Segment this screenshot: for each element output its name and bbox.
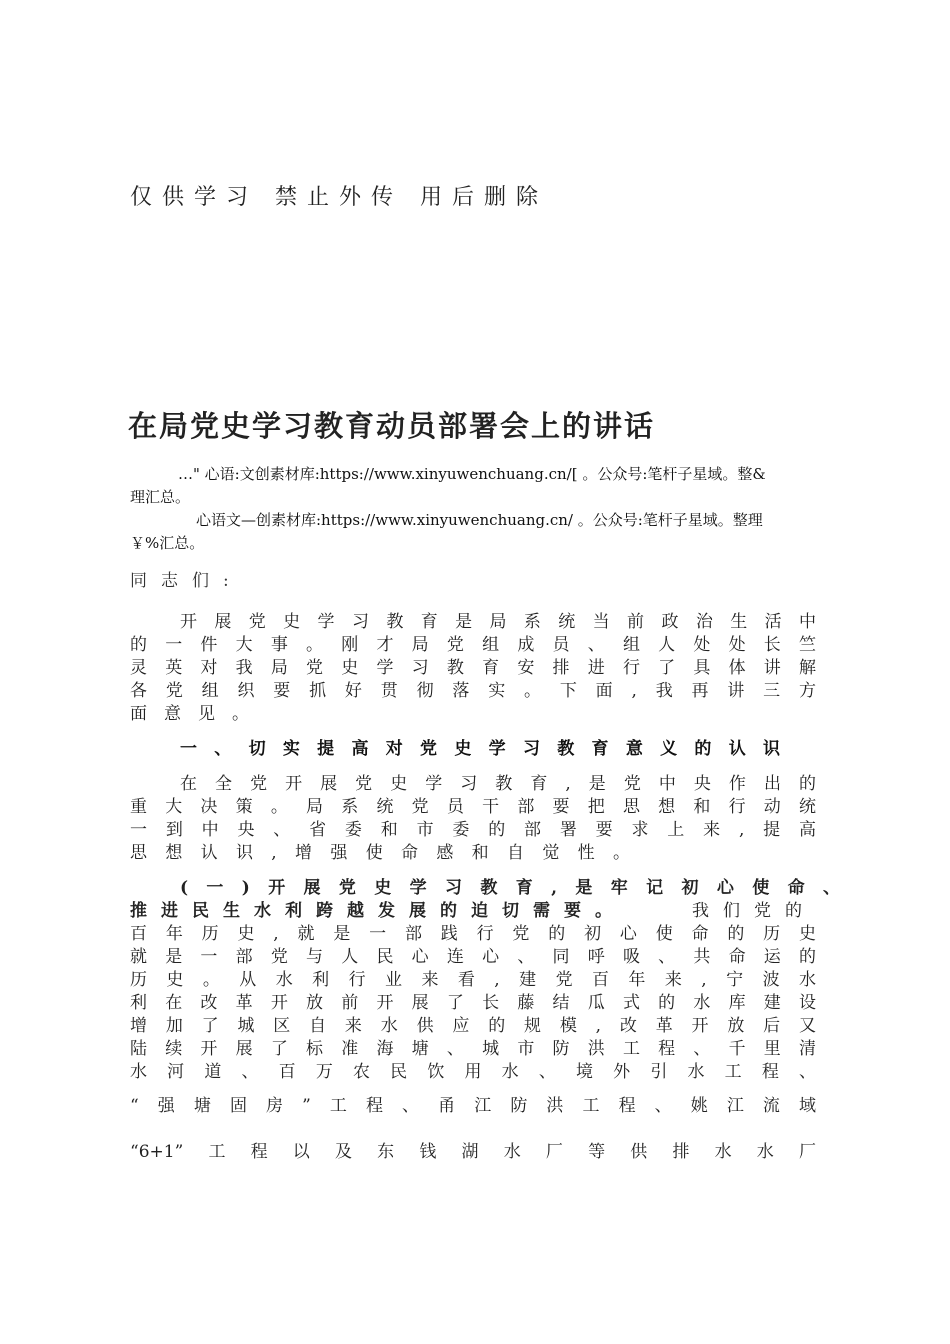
subheading-tail: 推进民生水利跨越发展的迫切需要。	[130, 901, 626, 921]
para3-line: “强塘固房”工程、甬江防洪工程、姚江流域	[130, 1096, 816, 1116]
para3-mixed-line	[130, 900, 816, 923]
para1-line: 面意见。	[130, 704, 266, 724]
greeting: 同志们:	[130, 571, 243, 591]
para3-line: 历史。从水利行业来看,建党百年来,宁波水	[130, 970, 816, 990]
source-line-4: ￥%汇总。	[130, 534, 205, 552]
para2-line: 在全党开展党史学习教育,是党中央作出的	[180, 774, 816, 794]
page-title: 在局党史学习教育动员部署会上的讲话	[128, 409, 656, 443]
para3-line: 陆续开展了标准海塘、城市防洪工程、千里清	[130, 1039, 816, 1059]
notice-banner: 仅供学习 禁止外传 用后删除	[130, 185, 548, 210]
para3-line: 就是一部党与人民心连心、同呼吸、共命运的	[130, 947, 816, 967]
para3-line: “6+1”工程以及东钱湖水厂等供排水水厂	[130, 1142, 816, 1162]
para2-line: 思想认识,增强使命感和自觉性。	[130, 843, 630, 863]
section-heading: 一、切实提高对党史学习教育意义的认识	[180, 739, 780, 759]
source-line-3: 心语文—创素材库:https://www.xinyuwenchuang.cn/ 。公众号:笔杆子星域。整理	[196, 511, 763, 529]
para3-line: 百年历史,就是一部践行党的初心使命的历史	[130, 924, 816, 944]
para3-line: 利在改革开放前开展了长藤结瓜式的水库建设	[130, 993, 816, 1013]
para1-line: 各党组织要抓好贯彻落实。下面,我再讲三方	[130, 681, 816, 701]
para3-start: 我们党的	[692, 901, 816, 921]
para1-line: 的一件大事。刚才局党组成员、组人处处长竺	[130, 635, 816, 655]
para3-line: 增加了城区自来水供应的规模,改革开放后又	[130, 1016, 816, 1036]
source-line-1: …" 心语:文创素材库:https://www.xinyuwenchuang.cn/[ 。公众号:笔杆子星域。整&	[178, 465, 766, 483]
para1-line: 灵英对我局党史学习教育安排进行了具体讲解	[130, 658, 816, 678]
para2-line: 一到中央、省委和市委的部署要求上来,提高	[130, 820, 816, 840]
para2-line: 重大决策。局系统党员干部要把思想和行动统	[130, 797, 816, 817]
subheading-line: (一)开展党史学习教育,是牢记初心使命、	[180, 878, 840, 898]
source-line-2: 理汇总。	[130, 488, 191, 506]
para3-line: 水河道、百万农民饮用水、境外引水工程、	[130, 1062, 816, 1082]
para1-line: 开展党史学习教育是局系统当前政治生活中	[180, 612, 816, 632]
